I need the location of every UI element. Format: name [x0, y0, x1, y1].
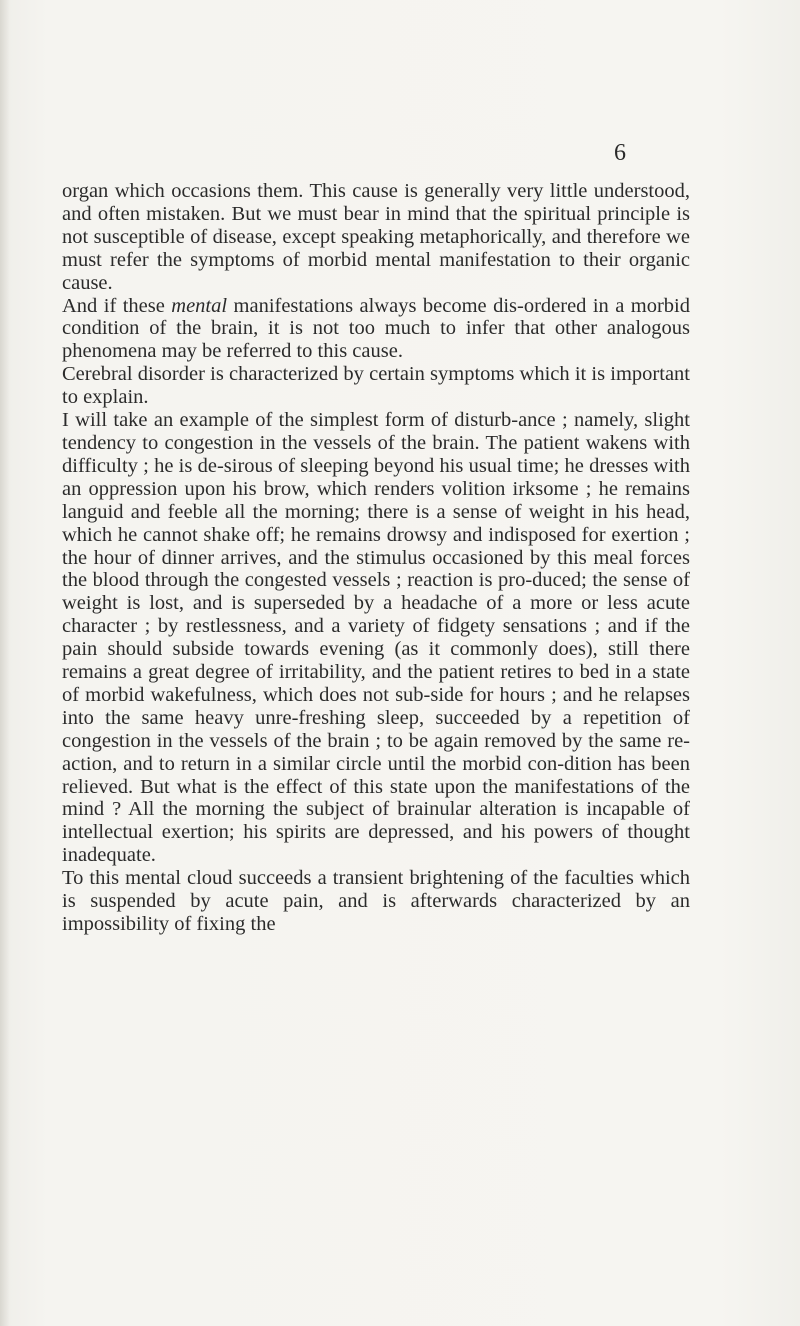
paragraph-2-start: And if these [62, 294, 172, 317]
paragraph-2-end: manifestations always become dis-ordered in a morbid condition of the brain, it is not too much to infer that other analogous phenomena may be referred to this cause. [62, 294, 691, 363]
body-text [62, 180, 690, 936]
paragraph-5: To this mental cloud succeeds a transient brightening of the faculties which is suspended by acute pain, and is afterwards characterized by an impossibility of fixing the [62, 867, 690, 935]
page-number: 6 [614, 140, 626, 166]
paragraph-3: Cerebral disorder is characterized by certain symptoms which it is important to explain. [62, 363, 690, 409]
paragraph-4: I will take an example of the simplest form of disturb-ance ; namely, slight tendency to congestion in the vessels of the brain. The patient wakens with difficulty ; he is de-sirous of sleeping beyond his usual time; he dresses with an oppression upon his brow, which renders volition irksome ; he remains languid and feeble all the morning; there is a sense of weight in his head, which he cannot shake off; he remains drowsy and indisposed for exertion ; the hour of dinner arrives, and the stimulus occasioned by this meal forces the blood through the congested vessels ; reaction is pro-duced; the sense of weight is lost, and is superseded by a headache of a more or less acute character ; by restlessness, and a variety of fidgety sensations ; and if the pain should subside towards evening (as it commonly does), still there remains a great degree of irritability, and the patient retires to bed in a state of morbid wakefulness, which does not sub-side for hours ; and he relapses into the same heavy unre-freshing sleep, succeeded by a repetition of congestion in the vessels of the brain ; to be again removed by the same re-action, and to return in a similar circle until the morbid con-dition has been relieved. But what is the effect of this state upon the manifestations of the mind ? All the morning the subject of brainular alteration is incapable of intellectual exertion; his spirits are depressed, and his powers of thought inadequate. [62, 409, 690, 867]
page-edge-shadow [0, 0, 10, 1326]
paragraph-2 [62, 295, 690, 364]
paragraph-1: organ which occasions them. This cause is generally very little understood, and often mistaken. But we must bear in mind that the spiritual principle is not susceptible of disease, except speaking metaphorically, and therefore we must refer the symptoms of morbid mental manifestation to their organic cause. [62, 180, 690, 294]
emphasis-mental: mental [171, 294, 228, 317]
